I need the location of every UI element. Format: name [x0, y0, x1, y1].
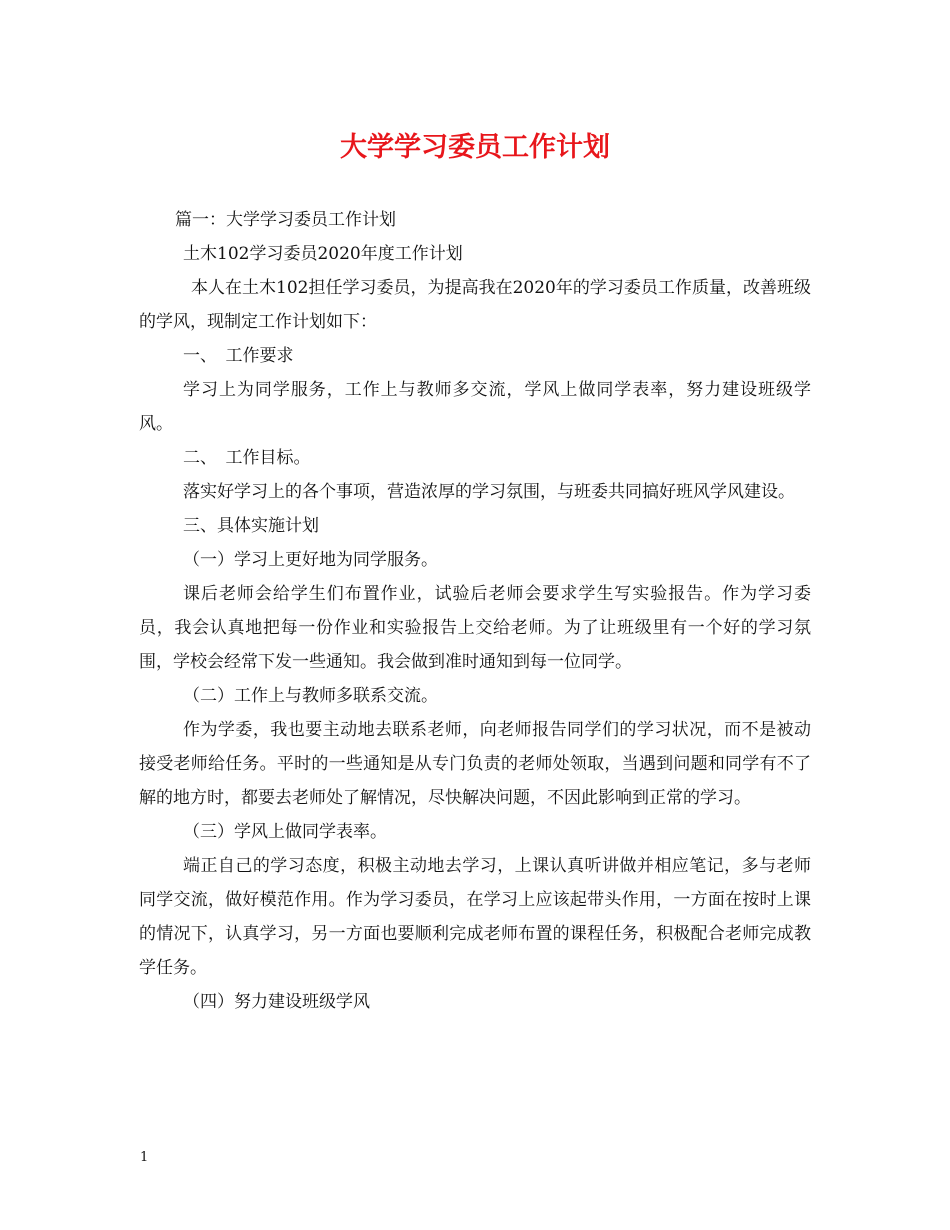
subheading-teacher-contact: （二）工作上与教师多联系交流。	[183, 686, 438, 706]
paragraph-role-model: 端正自己的学习态度，积极主动地去学习，上课认真听讲做并相应笔记，多与老师同学交流，做好模范作用。作为学习委员，在学习上应该起带头作用，一方面在按时上课的情况下，认真学习，另一方面也要顺利完成老师布置的课程任务，积极配合老师完成教学任务。	[139, 856, 811, 978]
heading-work-goals: 二、 工作目标。	[183, 448, 311, 468]
document-title: 大学学习委员工作计划	[340, 132, 610, 163]
section-heading: 篇一：大学学习委员工作计划	[175, 210, 396, 230]
paragraph-serve-classmates: 课后老师会给学生们布置作业，试验后老师会要求学生写实验报告。作为学习委员，我会认真地把每一份作业和实验报告上交给老师。为了让班级里有一个好的学习氛围，学校会经常下发一些通知。我会做到准时通知到每一位同学。	[139, 584, 811, 672]
heading-work-requirements: 一、 工作要求	[183, 346, 294, 366]
subheading-serve-classmates: （一）学习上更好地为同学服务。	[183, 550, 438, 570]
subheading-class-study-culture: （四）努力建设班级学风	[183, 992, 370, 1012]
document-body	[139, 203, 811, 1019]
page-number: 1	[140, 1150, 149, 1165]
paragraph-teacher-contact: 作为学委，我也要主动地去联系老师，向老师报告同学们的学习状况，而不是被动接受老师给任务。平时的一些通知是从专门负责的老师处领取，当遇到问题和同学有不了解的地方时，都要去老师处了解情况，尽快解决问题，不因此影响到正常的学习。	[139, 720, 811, 808]
paragraph-work-requirements: 学习上为同学服务，工作上与教师多交流，学风上做同学表率，努力建设班级学风。	[139, 380, 811, 434]
intro-paragraph: 本人在土木102担任学习委员，为提高我在2020年的学习委员工作质量，改善班级的学风，现制定工作计划如下：	[139, 278, 811, 332]
paragraph-work-goals: 落实好学习上的各个事项，营造浓厚的学习氛围，与班委共同搞好班风学风建设。	[183, 482, 795, 502]
plan-subtitle: 土木102学习委员2020年度工作计划	[183, 244, 463, 264]
heading-implementation-plan: 三、具体实施计划	[183, 516, 319, 536]
subheading-role-model: （三）学风上做同学表率。	[183, 822, 387, 842]
